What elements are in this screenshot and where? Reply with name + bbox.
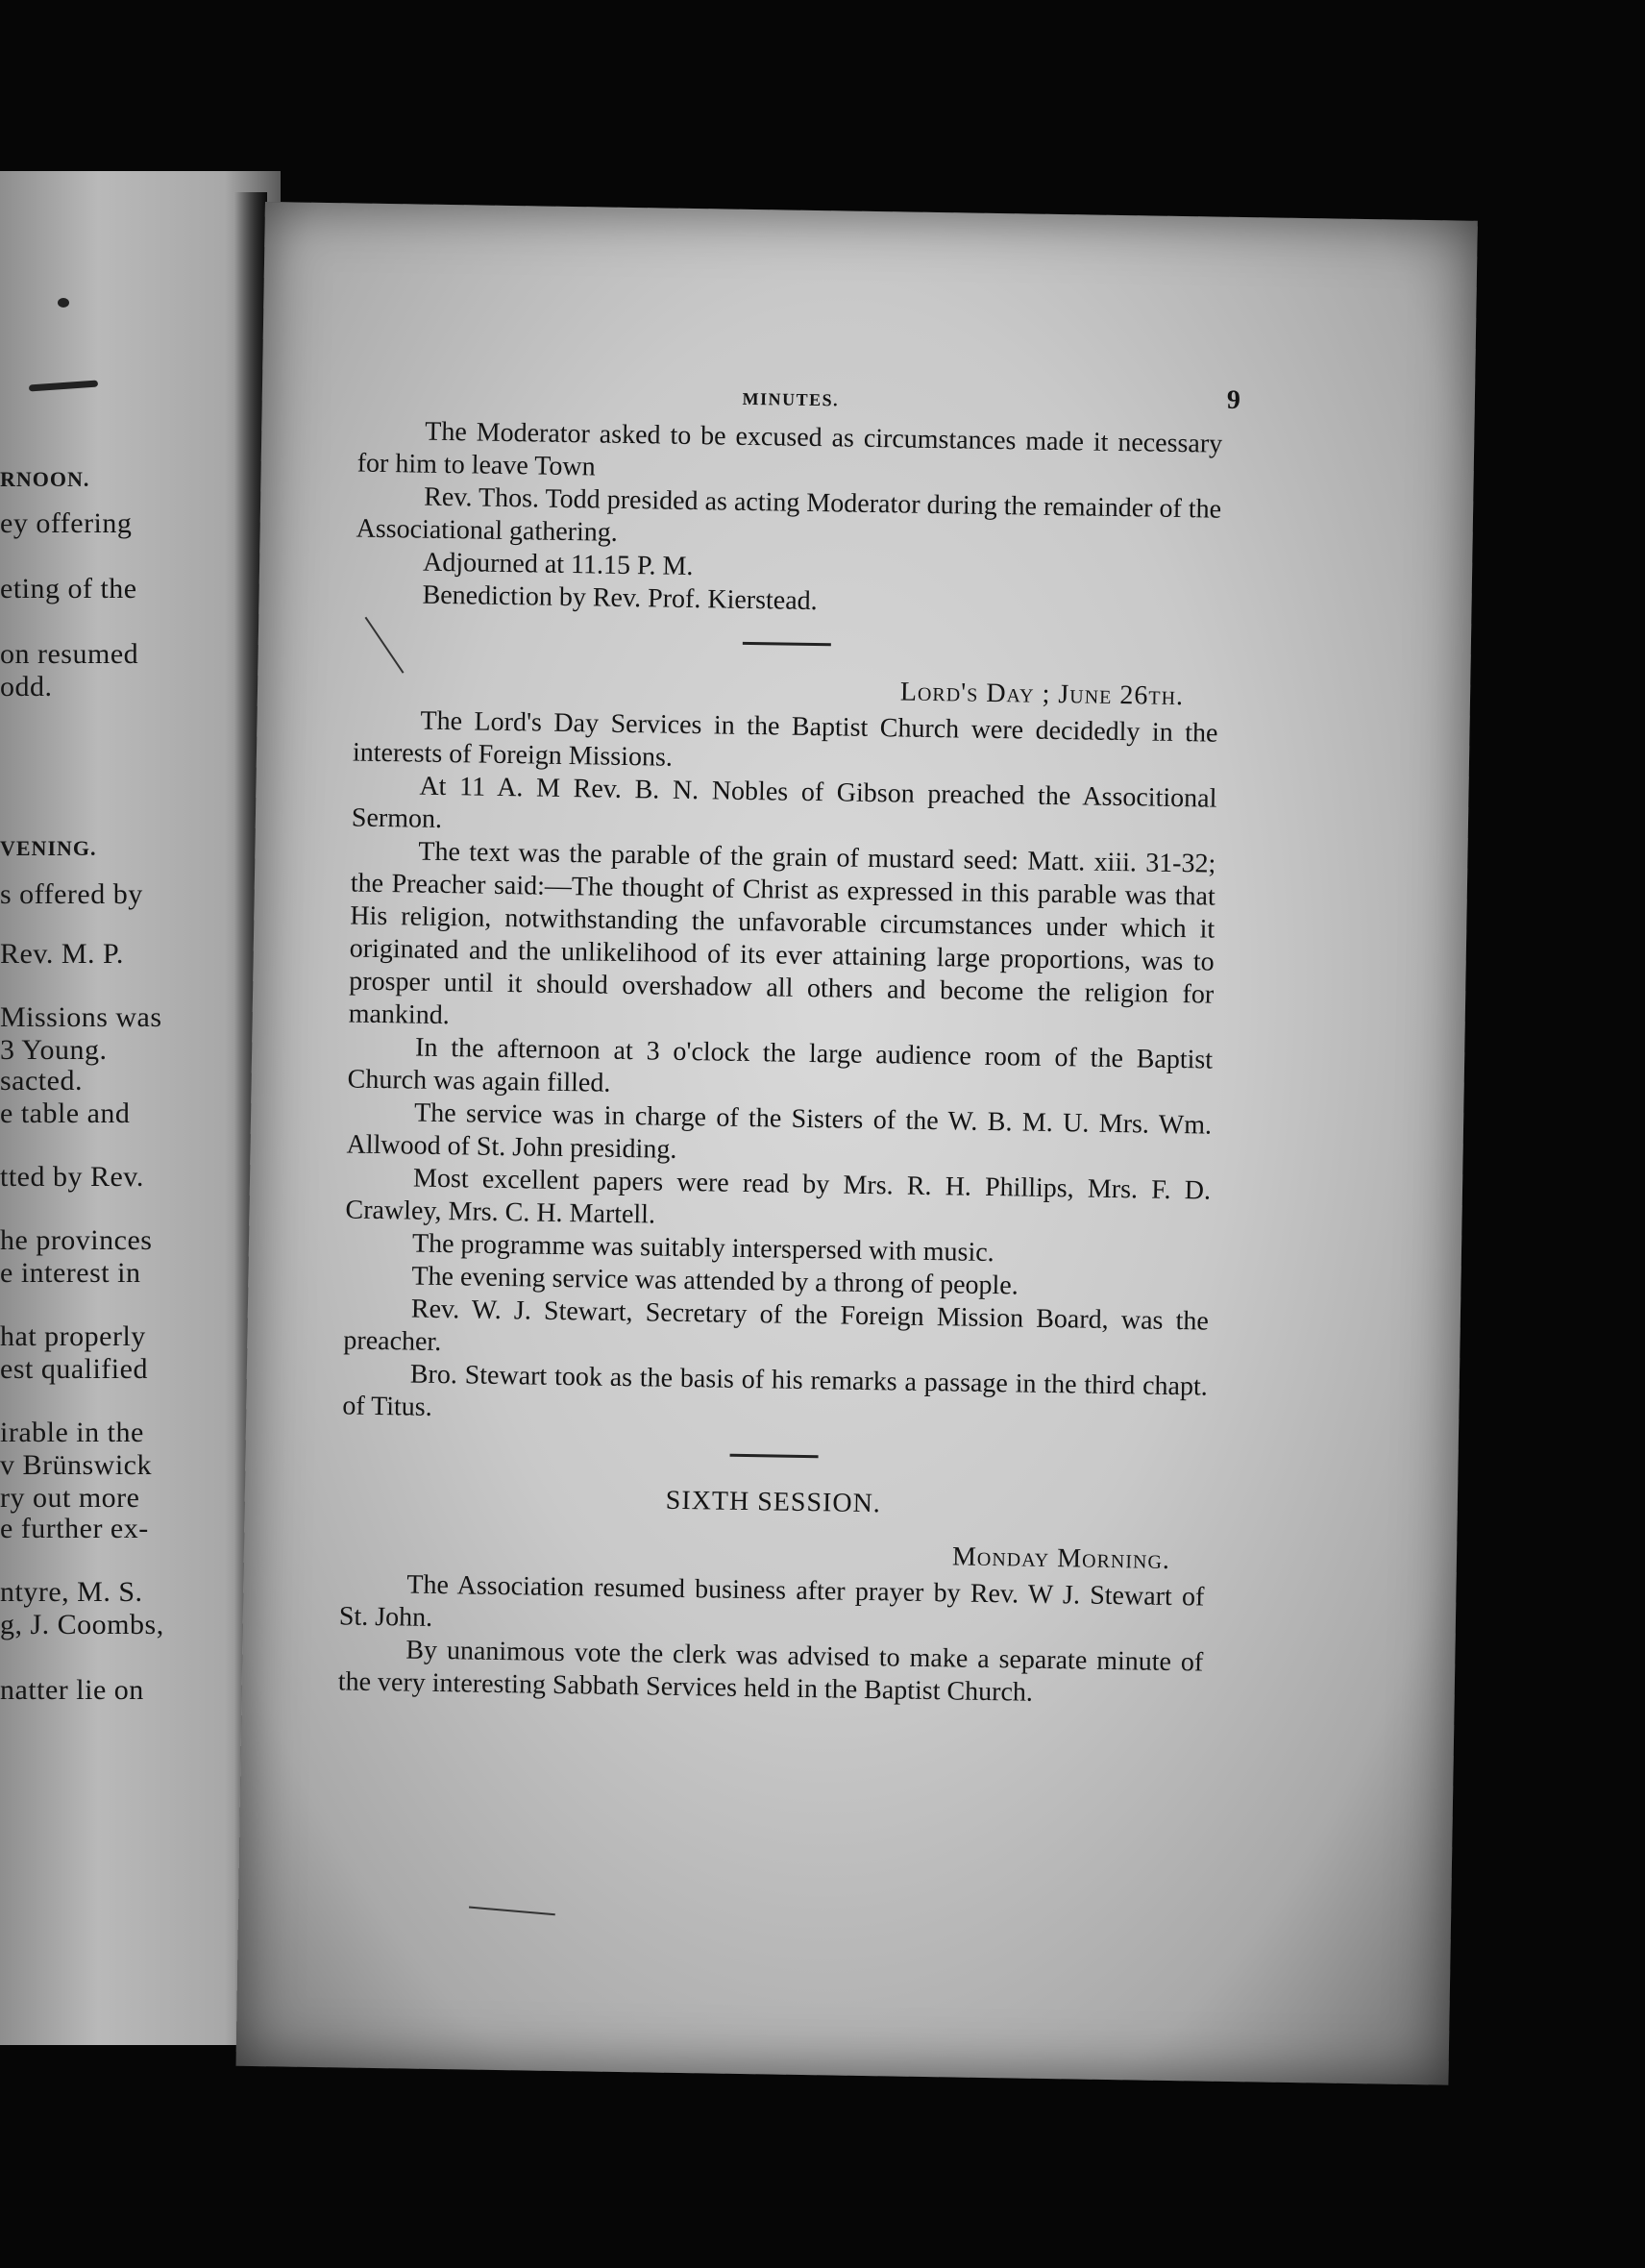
left-line: s offered by	[0, 878, 143, 910]
main-page	[236, 202, 1478, 2085]
left-line: Rev. M. P.	[0, 938, 124, 970]
paragraph: The evening service was attended by a throng of people.	[411, 1261, 1019, 1301]
paragraph: Benediction by Rev. Prof. Kierstead.	[422, 579, 818, 617]
running-head: MINUTES.	[742, 388, 840, 410]
left-line: g, J. Coombs,	[0, 1609, 164, 1640]
ink-dash	[29, 380, 98, 391]
page-content	[337, 377, 1241, 1708]
left-line: e interest in	[0, 1257, 141, 1289]
section-rule	[743, 642, 831, 646]
paragraph: At 11 A. M Rev. B. N. Nobles of Gibson preached the Associtional Sermon.	[351, 771, 1217, 834]
left-line: ntyre, M. S.	[0, 1576, 143, 1608]
left-line: RNOON.	[0, 467, 90, 491]
left-line: Missions was	[0, 1001, 162, 1033]
left-line: e further ex-	[0, 1513, 149, 1544]
paragraph: Adjourned at 11.15 P. M.	[422, 547, 694, 582]
left-line: e table and	[0, 1097, 131, 1129]
paragraph: The text was the parable of the grain of mustard seed: Matt. xiii. 31-32; the Preacher said:—The thought of Christ as expressed in this parable was that His religion, notwithstanding the unfavorable circumstances under which it originated and the unlikelihood of its ever attaining large proportions, was to prosper until it should overshadow all others and become the religion for mankind.	[348, 836, 1216, 1031]
page-body	[338, 415, 1223, 1713]
left-line: VENING.	[0, 836, 97, 860]
paragraph: Rev. W. J. Stewart, Secretary of the Foreign Mission Board, was the preacher.	[343, 1294, 1210, 1358]
left-line: eting of the	[0, 573, 137, 604]
paragraph: The Lord's Day Services in the Baptist Church were decidedly in the interests of Foreign Missions.	[352, 705, 1218, 773]
ink-blot	[58, 298, 69, 308]
pen-stroke	[469, 1907, 555, 1916]
paragraph: Rev. Thos. Todd presided as acting Moderator during the remainder of the Associational gathering.	[356, 481, 1222, 548]
left-line: v Brünswick	[0, 1449, 152, 1481]
left-line: on resumed	[0, 638, 139, 670]
left-line: ey offering	[0, 507, 133, 539]
lords-day-heading: Lord's Day ; June 26th.	[899, 677, 1185, 712]
left-line: tted by Rev.	[0, 1161, 144, 1193]
paragraph: Bro. Stewart took as the basis of his remarks a passage in the third chapt. of Titus.	[342, 1359, 1208, 1422]
left-line: hat properly	[0, 1320, 146, 1352]
paragraph: The Association resumed business after prayer by Rev. W J. Stewart of St. John.	[338, 1569, 1205, 1633]
left-line: ry out more	[0, 1482, 140, 1514]
session-subheading: Monday Morning.	[951, 1541, 1171, 1575]
paragraph: The Moderator asked to be excused as circumstances made it necessary for him to leave Town	[356, 416, 1223, 482]
section-rule	[730, 1454, 819, 1458]
page-number: 9	[1226, 384, 1241, 415]
left-line: sacted.	[0, 1065, 83, 1097]
paragraph: Most excellent papers were read by Mrs. R. H. Phillips, Mrs. F. D. Crawley, Mrs. C. H. Martell.	[345, 1163, 1212, 1230]
left-line: natter lie on	[0, 1674, 144, 1706]
left-line: est qualified	[0, 1353, 148, 1385]
left-line: irable in the	[0, 1417, 144, 1448]
session-title: SIXTH SESSION.	[665, 1485, 882, 1519]
left-line: 3 Young.	[0, 1034, 108, 1066]
left-line: he provinces	[0, 1224, 153, 1256]
paragraph: In the afternoon at 3 o'clock the large audience room of the Baptist Church was again filled.	[347, 1032, 1214, 1098]
paragraph: The programme was suitably interspersed with music.	[411, 1228, 994, 1269]
paragraph: The service was in charge of the Sisters of the W. B. M. U. Mrs. Wm. Allwood of St. John presiding.	[346, 1097, 1213, 1165]
left-line: odd.	[0, 671, 53, 703]
paragraph: By unanimous vote the clerk was advised to make a separate minute of the very interesting Sabbath Services held in the Baptist Church.	[337, 1635, 1204, 1708]
